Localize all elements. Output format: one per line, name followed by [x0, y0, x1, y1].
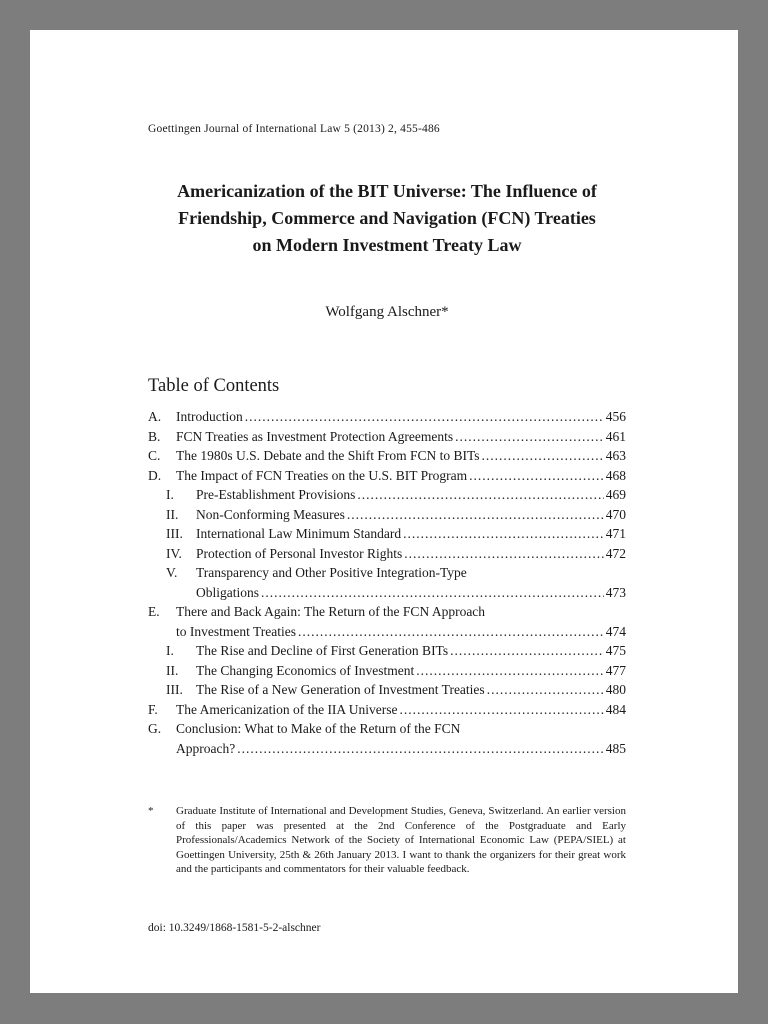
toc-entry-page: 461: [605, 428, 626, 444]
toc-entry: [148, 446, 626, 466]
toc-entry-page: 485: [605, 740, 626, 756]
toc-entry-title: Obligations: [196, 584, 259, 600]
toc-dot-leader: [469, 466, 604, 486]
toc-entry: [166, 680, 626, 700]
toc-dot-leader: [298, 622, 604, 642]
toc-entry: [166, 544, 626, 564]
author-line: Wolfgang Alschner*: [325, 304, 449, 320]
toc-entry-page: 470: [605, 506, 626, 522]
toc-entry: [148, 700, 626, 720]
toc-dot-leader: [455, 427, 604, 447]
footnote: [148, 804, 626, 877]
toc-entry-label: IV.: [166, 545, 182, 561]
toc-entry-title: FCN Treaties as Investment Protection Agreements: [176, 428, 454, 444]
footnote-marker: *: [148, 805, 154, 817]
footnote-text: Graduate Institute of International and Development Studies, Geneva, Switzerland. An earlier version of this paper was presented at the 2nd Conference of the Postgraduate and Early Professionals/Academics Network of the Society of International Economic Law (PEPA/SIEL) at Goettingen University, 25th & 26th January 2013. I want to thank the organizers for their great work and the participants and commentators for their valuable feedback.: [176, 805, 626, 875]
toc-entry: [148, 427, 626, 447]
toc-dot-leader: [245, 407, 604, 427]
toc-entry-title: The Americanization of the IIA Universe: [176, 701, 398, 717]
journal-citation: Goettingen Journal of International Law 5 (2013) 2, 455-486: [148, 123, 440, 135]
toc-entry-label: I.: [166, 487, 174, 502]
toc-entry-page: 456: [605, 409, 626, 424]
toc-entry-label: III.: [166, 526, 183, 541]
toc-entry-title: Approach?: [176, 740, 236, 756]
toc-entry-label: A.: [148, 409, 162, 424]
toc-dot-leader: [347, 505, 604, 525]
toc-entry: [166, 524, 626, 544]
toc-entry-title: Introduction: [176, 409, 243, 424]
toc-entry-label: II.: [166, 506, 179, 522]
toc-entry-label: III.: [166, 682, 183, 697]
toc-entry-title: The Impact of FCN Treaties on the U.S. BIT Program: [176, 467, 468, 483]
toc-entry-label: C.: [148, 448, 161, 463]
toc-entry-title: Conclusion: What to Make of the Return of the FCN: [176, 721, 461, 736]
toc-entry: [148, 622, 626, 642]
toc-entry: [148, 719, 626, 739]
toc-entry-title: to Investment Treaties: [176, 623, 296, 639]
paper-title: [148, 178, 626, 259]
toc-entry-label: D.: [148, 467, 162, 483]
doi-line: doi: 10.3249/1868-1581-5-2-alschner: [148, 921, 321, 934]
toc-entry: [166, 485, 626, 505]
toc-entry: [148, 739, 626, 759]
toc-entry-title: Non-Conforming Measures: [196, 506, 345, 522]
toc-heading: Table of Contents: [148, 376, 280, 396]
toc-entry-title: There and Back Again: The Return of the FCN Approach: [176, 604, 486, 619]
toc-entry-label: B.: [148, 428, 161, 444]
toc-dot-leader: [487, 680, 604, 700]
paper-title-line: Friendship, Commerce and Navigation (FCN) Treaties: [178, 208, 596, 228]
toc-entry-page: 472: [605, 545, 626, 561]
toc-entry-label: F.: [148, 701, 158, 717]
toc-entry-page: 473: [605, 584, 626, 600]
toc-dot-leader: [482, 446, 604, 466]
toc-dot-leader: [237, 739, 604, 759]
toc-entry-label: V.: [166, 565, 178, 580]
toc-entry-page: 480: [605, 682, 626, 697]
toc-entry-label: II.: [166, 662, 179, 678]
toc-entry-page: 475: [605, 643, 626, 658]
toc-entry-page: 484: [605, 701, 626, 717]
document-page: [30, 30, 738, 993]
paper-title-line: on Modern Investment Treaty Law: [252, 235, 522, 255]
toc-entry-label: I.: [166, 643, 174, 658]
toc-entry-label: E.: [148, 604, 160, 619]
toc-dot-leader: [416, 661, 604, 681]
toc-entry: [166, 505, 626, 525]
toc-entry: [166, 563, 626, 583]
toc-entry-page: 463: [605, 448, 626, 463]
toc-entry-title: The Rise of a New Generation of Investment Treaties: [196, 682, 485, 697]
paper-title-line: Americanization of the BIT Universe: The Influence of: [177, 181, 597, 201]
toc-entry-label: G.: [148, 721, 162, 736]
toc-entry-page: 468: [605, 467, 626, 483]
toc-dot-leader: [357, 485, 603, 505]
toc-entry-page: 471: [605, 526, 626, 541]
toc-entry-title: The Changing Economics of Investment: [196, 662, 415, 678]
toc-entry-page: 474: [605, 623, 626, 639]
toc-entry-title: The Rise and Decline of First Generation BITs: [196, 643, 449, 658]
page-content: [30, 122, 738, 935]
toc-dot-leader: [400, 700, 604, 720]
toc-entry: [166, 583, 626, 603]
toc-list: [148, 407, 626, 758]
toc-dot-leader: [403, 524, 604, 544]
toc-dot-leader: [404, 544, 604, 564]
toc-entry: [166, 661, 626, 681]
toc-entry-page: 477: [605, 662, 626, 678]
toc-dot-leader: [450, 641, 604, 661]
toc-entry-title: The 1980s U.S. Debate and the Shift From FCN to BITs: [176, 448, 480, 463]
toc-entry-title: International Law Minimum Standard: [196, 526, 402, 541]
toc-entry: [148, 466, 626, 486]
toc-entry-title: Protection of Personal Investor Rights: [196, 545, 403, 561]
toc-entry: [166, 641, 626, 661]
toc-entry-title: Pre-Establishment Provisions: [196, 487, 356, 502]
toc-entry-title: Transparency and Other Positive Integration-Type: [196, 565, 467, 580]
toc-entry: [148, 407, 626, 427]
toc-entry-page: 469: [605, 487, 626, 502]
toc-entry: [148, 602, 626, 622]
toc-dot-leader: [261, 583, 604, 603]
